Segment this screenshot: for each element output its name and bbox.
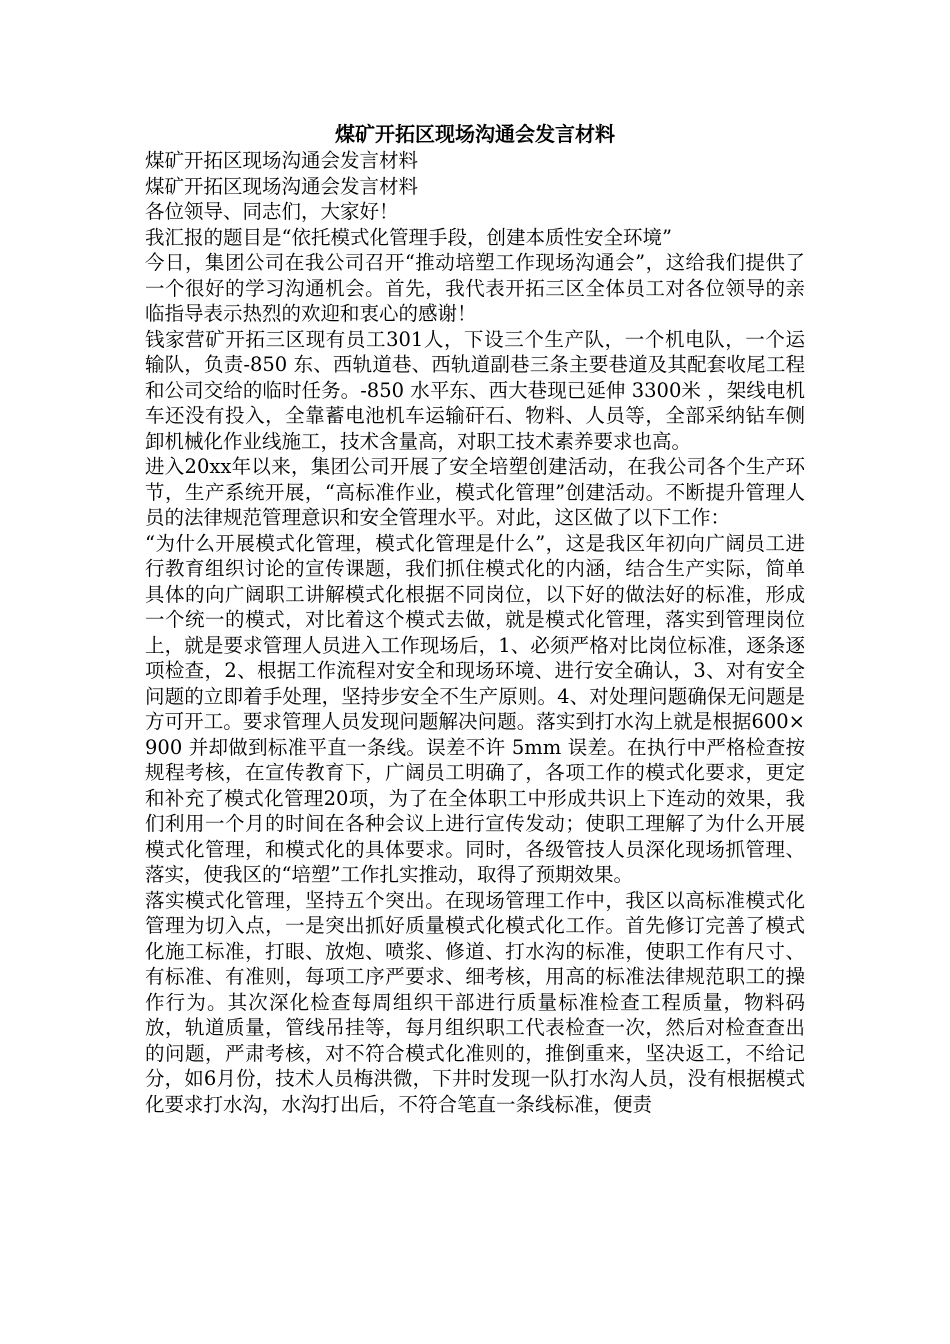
paragraph: 煤矿开拓区现场沟通会发言材料 (145, 174, 419, 198)
paragraph: 煤矿开拓区现场沟通会发言材料 (145, 149, 419, 172)
paragraph: 钱家营矿开拓三区现有员工301人，下设三个生产队，一个机电队，一个运输队，负责-850 东、西轨道巷、西轨道副巷三条主要巷道及其配套收尾工程和公司交给的临时任务。-850 水平东、西大巷现已延伸 3300米 ，架线电机车还没有投入，全靠蓄电池机车运输矸石、物料、人员等，全部采纳钻车侧卸机械化作业线施工，技术含量高，对职工技术素养要求也高。 (145, 327, 805, 453)
paragraph: 我汇报的题目是“依托模式化管理手段，创建本质性安全环境” (145, 225, 672, 249)
paragraph: 今日，集团公司在我公司召开“推动培塑工作现场沟通会”，这给我们提供了一个很好的学习沟通机会。首先，我代表开拓三区全体员工对各位领导的亲临指导表示热烈的欢迎和衷心的感谢！ (145, 251, 805, 325)
paragraph: 落实模式化管理，坚持五个突出。在现场管理工作中，我区以高标准模式化管理为切入点，一是突出抓好质量模式化模式化工作。首先修订完善了模式化施工标准，打眼、放炮、喷浆、修道、打水沟的标准，使职工作有尺寸、有标准、有准则，每项工序严要求、细考核，用高的标准法律规范职工的操作行为。其次深化检查每周组织干部进行质量标准检查工程质量，物料码放，轨道质量，管线吊挂等，每月组织职工代表检查一次，然后对检查查出的问题，严肃考核，对不符合模式化准则的，推倒重来，坚决返工，不给记分，如6月份，技术人员梅洪微，下井时发现一队打水沟人员，没有根据模式化要求打水沟，水沟打出后，不符合笔直一条线标准，便责 (145, 888, 805, 1116)
paragraph: 各位领导、同志们，大家好！ (145, 200, 399, 223)
document-title: 煤矿开拓区现场沟通会发言材料 (335, 122, 615, 146)
document-body (145, 148, 805, 1117)
paragraph: “为什么开展模式化管理，模式化管理是什么”，这是我区年初向广阔员工进行教育组织讨论的宣传课题，我们抓住模式化的内涵，结合生产实际，简单具体的向广阔职工讲解模式化根据不同岗位，以下好的做法好的标准，形成一个统一的模式，对比着这个模式去做，就是模式化管理，落实到管理岗位上，就是要求管理人员进入工作现场后，1、必须严格对比岗位标准，逐条逐项检查，2、根据工作流程对安全和现场环境、进行安全确认，3、对有安全问题的立即着手处理，坚持步安全不生产原则。4、对处理问题确保无问题是方可开工。要求管理人员发现问题解决问题。落实到打水沟上就是根据600×900 并却做到标准平直一条线。误差不许 5mm 误差。在执行中严格检查按规程考核，在宣传教育下，广阔员工明确了，各项工作的模式化要求，更定和补充了模式化管理20项，为了在全体职工中形成共识上下连动的效果，我们利用一个月的时间在各种会议上进行宣传发动；使职工理解了为什么开展模式化管理，和模式化的具体要求。同时，各级管技人员深化现场抓管理、落实，使我区的“培塑”工作扎实推动，取得了预期效果。 (145, 531, 805, 886)
paragraph: 进入20xx年以来，集团公司开展了安全培塑创建活动，在我公司各个生产环节，生产系统开展，“高标准作业，模式化管理”创建活动。不断提升管理人员的法律规范管理意识和安全管理水平。对此，这区做了以下工作： (145, 455, 805, 529)
